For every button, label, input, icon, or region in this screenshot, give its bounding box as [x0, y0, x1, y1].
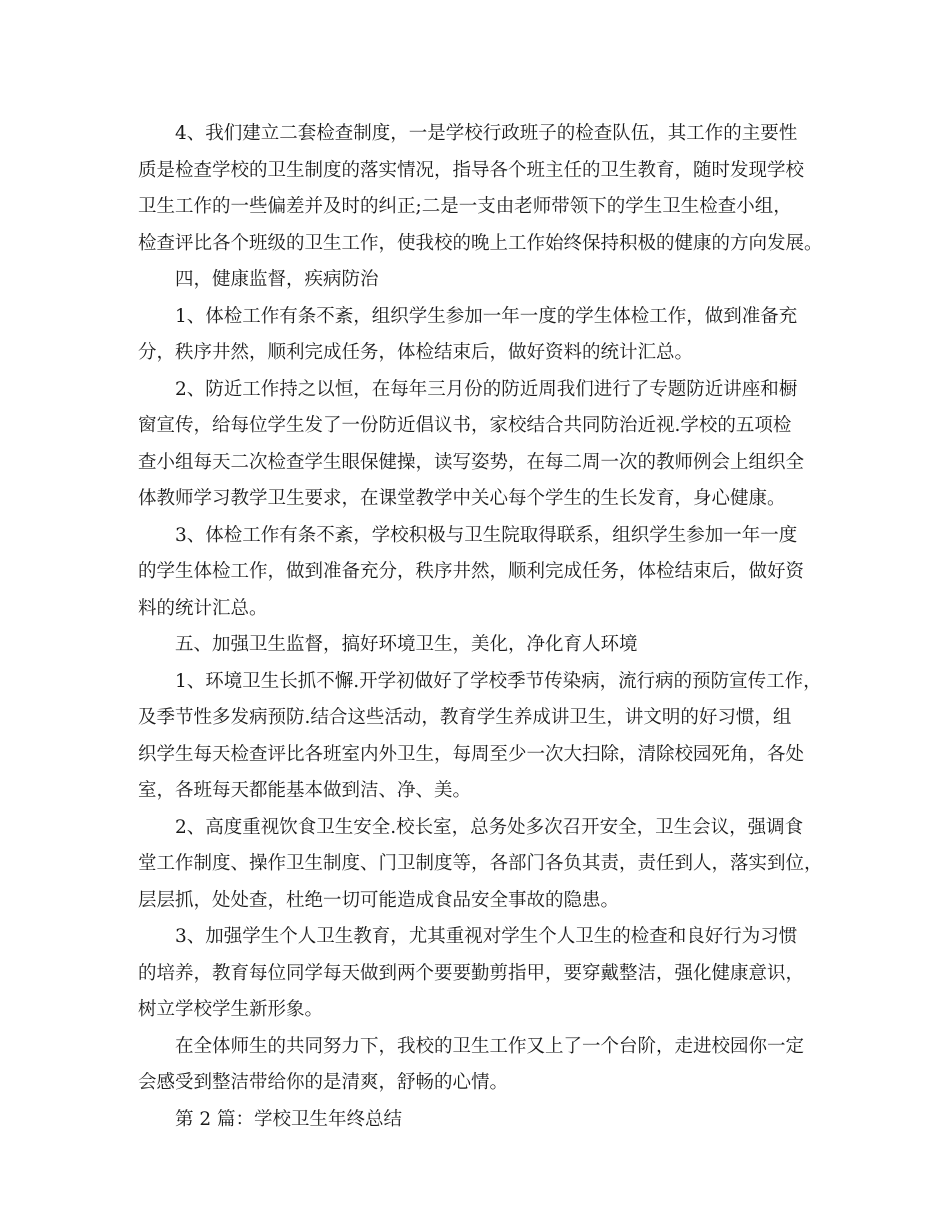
- text-line: 3、体检工作有条不紊，学校积极与卫生院取得联系，组织学生参加一年一度: [175, 524, 798, 546]
- text-line: 窗宣传，给每位学生发了一份防近倡议书，家校结合共同防治近视.学校的五项检: [138, 415, 792, 436]
- text-line: 会感受到整洁带给你的是清爽，舒畅的心情。: [138, 1072, 509, 1093]
- text-line: 3、加强学生个人卫生教育，尤其重视对学生个人卫生的检查和良好行为习惯: [175, 926, 798, 947]
- text-line: 的培养，教育每位同学每天做到两个要要勤剪指甲，要穿戴整洁，强化健康意识，: [138, 962, 805, 984]
- text-line: 五、加强卫生监督，搞好环境卫生，美化，净化育人环境: [175, 634, 638, 655]
- text-line: 堂工作制度、操作卫生制度、门卫制度等，各部门各负其责，责任到人，落实到位，: [138, 853, 823, 874]
- text-line: 1、环境卫生长抓不懈.开学初做好了学校季节传染病，流行病的预防宣传工作，: [175, 670, 822, 692]
- text-line: 4、我们建立二套检查制度，一是学校行政班子的检查队伍，其工作的主要性: [175, 123, 798, 144]
- text-line: 2、防近工作持之以恒，在每年三月份的防近周我们进行了专题防近讲座和橱: [175, 378, 798, 400]
- text-line: 四，健康监督，疾病防治: [175, 269, 379, 290]
- text-line: 体教师学习教学卫生要求，在课堂教学中关心每个学生的生长发育，身心健康。: [138, 488, 786, 509]
- text-line: 第 2 篇：学校卫生年终总结: [175, 1108, 403, 1130]
- text-line: 检查评比各个班级的卫生工作，使我校的晚上工作始终保持积极的健康的方向发展。: [138, 232, 823, 254]
- text-line: 层层抓，处处查，杜绝一切可能造成食品安全事故的隐患。: [138, 889, 620, 911]
- text-line: 质是检查学校的卫生制度的落实情况，指导各个班主任的卫生教育，随时发现学校: [138, 159, 805, 181]
- text-line: 分，秩序井然，顺利完成任务，体检结束后，做好资料的统计汇总。: [138, 342, 694, 363]
- text-line: 查小组每天二次检查学生眼保健操，读写姿势，在每二周一次的教师例会上组织全: [138, 451, 805, 473]
- text-line: 1、体检工作有条不紊，组织学生参加一年一度的学生体检工作，做到准备充: [175, 305, 798, 327]
- text-line: 2、高度重视饮食卫生安全.校长室，总务处多次召开安全，卫生会议，强调食: [175, 816, 804, 838]
- text-line: 及季节性多发病预防.结合这些活动，教育学生养成讲卫生，讲文明的好习惯，组: [138, 707, 792, 728]
- text-line: 料的统计汇总。: [138, 597, 268, 619]
- text-line: 在全体师生的共同努力下，我校的卫生工作又上了一个台阶，走进校园你一定: [175, 1035, 805, 1057]
- text-line: 的学生体检工作，做到准备充分，秩序井然，顺利完成任务，体检结束后，做好资: [138, 561, 805, 582]
- text-line: 织学生每天检查评比各班室内外卫生，每周至少一次大扫除，清除校园死角，各处: [138, 743, 805, 765]
- text-line: 树立学校学生新形象。: [138, 999, 324, 1020]
- text-line: 室，各班每天都能基本做到洁、净、美。: [138, 780, 472, 801]
- text-line: 卫生工作的一些偏差并及时的纠正;二是一支由老师带领下的学生卫生检查小组，: [138, 196, 792, 217]
- document-body: [138, 116, 828, 1138]
